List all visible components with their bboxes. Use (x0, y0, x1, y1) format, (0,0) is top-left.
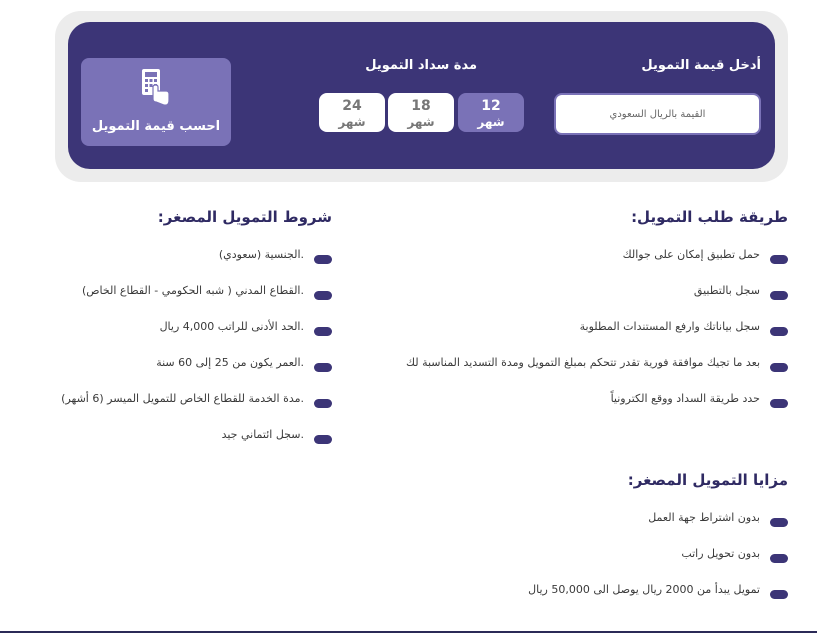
list-item-text: بدون اشتراط جهة العمل (648, 511, 760, 524)
term-value: 24 (342, 98, 362, 114)
list-item-text: .القطاع المدني ( شبه الحكومي - القطاع الخاص) (81, 284, 304, 297)
list-item-text: .الجنسية (سعودي) (218, 248, 304, 261)
conditions-list (42, 248, 332, 464)
bullet-icon (770, 518, 788, 527)
list-item (368, 356, 788, 392)
bullet-icon (314, 435, 332, 444)
bullet-icon (314, 255, 332, 264)
bullet-icon (770, 327, 788, 336)
list-item-text: سجل بالتطبيق (693, 284, 760, 297)
list-item (368, 392, 788, 428)
term-option-12[interactable] (458, 93, 524, 132)
list-item-text: حدد طريقة السداد ووقع الكترونياً (610, 392, 760, 405)
bullet-icon (314, 327, 332, 336)
calculate-button-label: احسب قيمة التمويل (91, 119, 221, 134)
list-item-text: تمويل يبدأ من 2000 ريال يوصل الى 50,000 ريال (528, 583, 760, 596)
list-item-text: بدون تحويل راتب (681, 547, 760, 560)
how-to-apply-title: طريقة طلب التمويل: (631, 208, 788, 226)
calculate-button[interactable] (81, 58, 231, 146)
bullet-icon (770, 554, 788, 563)
calculator-tap-icon (139, 68, 173, 108)
term-unit: شهر (338, 115, 366, 129)
list-item-text: .مدة الخدمة للقطاع الخاص للتمويل الميسر (6 أشهر) (61, 392, 304, 405)
list-item-text: حمل تطبيق إمكان على جوالك (622, 248, 760, 261)
list-item (42, 392, 332, 428)
list-item (42, 428, 332, 464)
bullet-icon (770, 291, 788, 300)
list-item-text: .العمر يكون من 25 إلى 60 سنة (156, 356, 304, 369)
term-option-18[interactable] (388, 93, 454, 132)
conditions-title: شروط التمويل المصغر: (157, 208, 332, 226)
amount-input[interactable] (554, 93, 761, 135)
how-to-apply-list (368, 248, 788, 428)
bullet-icon (770, 590, 788, 599)
list-item (42, 356, 332, 392)
list-item (42, 248, 332, 284)
list-item (42, 284, 332, 320)
list-item-text: .الحد الأدنى للراتب 4,000 ريال (159, 320, 304, 333)
list-item (368, 583, 788, 619)
list-item-text: بعد ما تجيك موافقة فورية تقدر تتحكم بمبلغ التمويل ومدة التسديد المناسبة لك (405, 356, 760, 369)
bullet-icon (770, 363, 788, 372)
term-unit: شهر (477, 115, 505, 129)
term-value: 18 (411, 98, 431, 114)
list-item (368, 511, 788, 547)
list-item-text: .سجل ائتماني جيد (221, 428, 304, 441)
list-item (368, 547, 788, 583)
benefits-title: مزايا التمويل المصغر: (627, 471, 788, 489)
term-option-24[interactable] (319, 93, 385, 132)
term-unit: شهر (407, 115, 435, 129)
bullet-icon (770, 399, 788, 408)
list-item-text: سجل بياناتك وارفع المستندات المطلوبة (579, 320, 760, 333)
list-item (368, 284, 788, 320)
amount-label: أدخل قيمة التمويل (641, 58, 761, 73)
bullet-icon (770, 255, 788, 264)
list-item (368, 320, 788, 356)
list-item (42, 320, 332, 356)
bullet-icon (314, 399, 332, 408)
term-label: مدة سداد التمويل (365, 58, 477, 73)
bullet-icon (314, 363, 332, 372)
bullet-icon (314, 291, 332, 300)
benefits-list (368, 511, 788, 619)
list-item (368, 248, 788, 284)
term-value: 12 (481, 98, 501, 114)
